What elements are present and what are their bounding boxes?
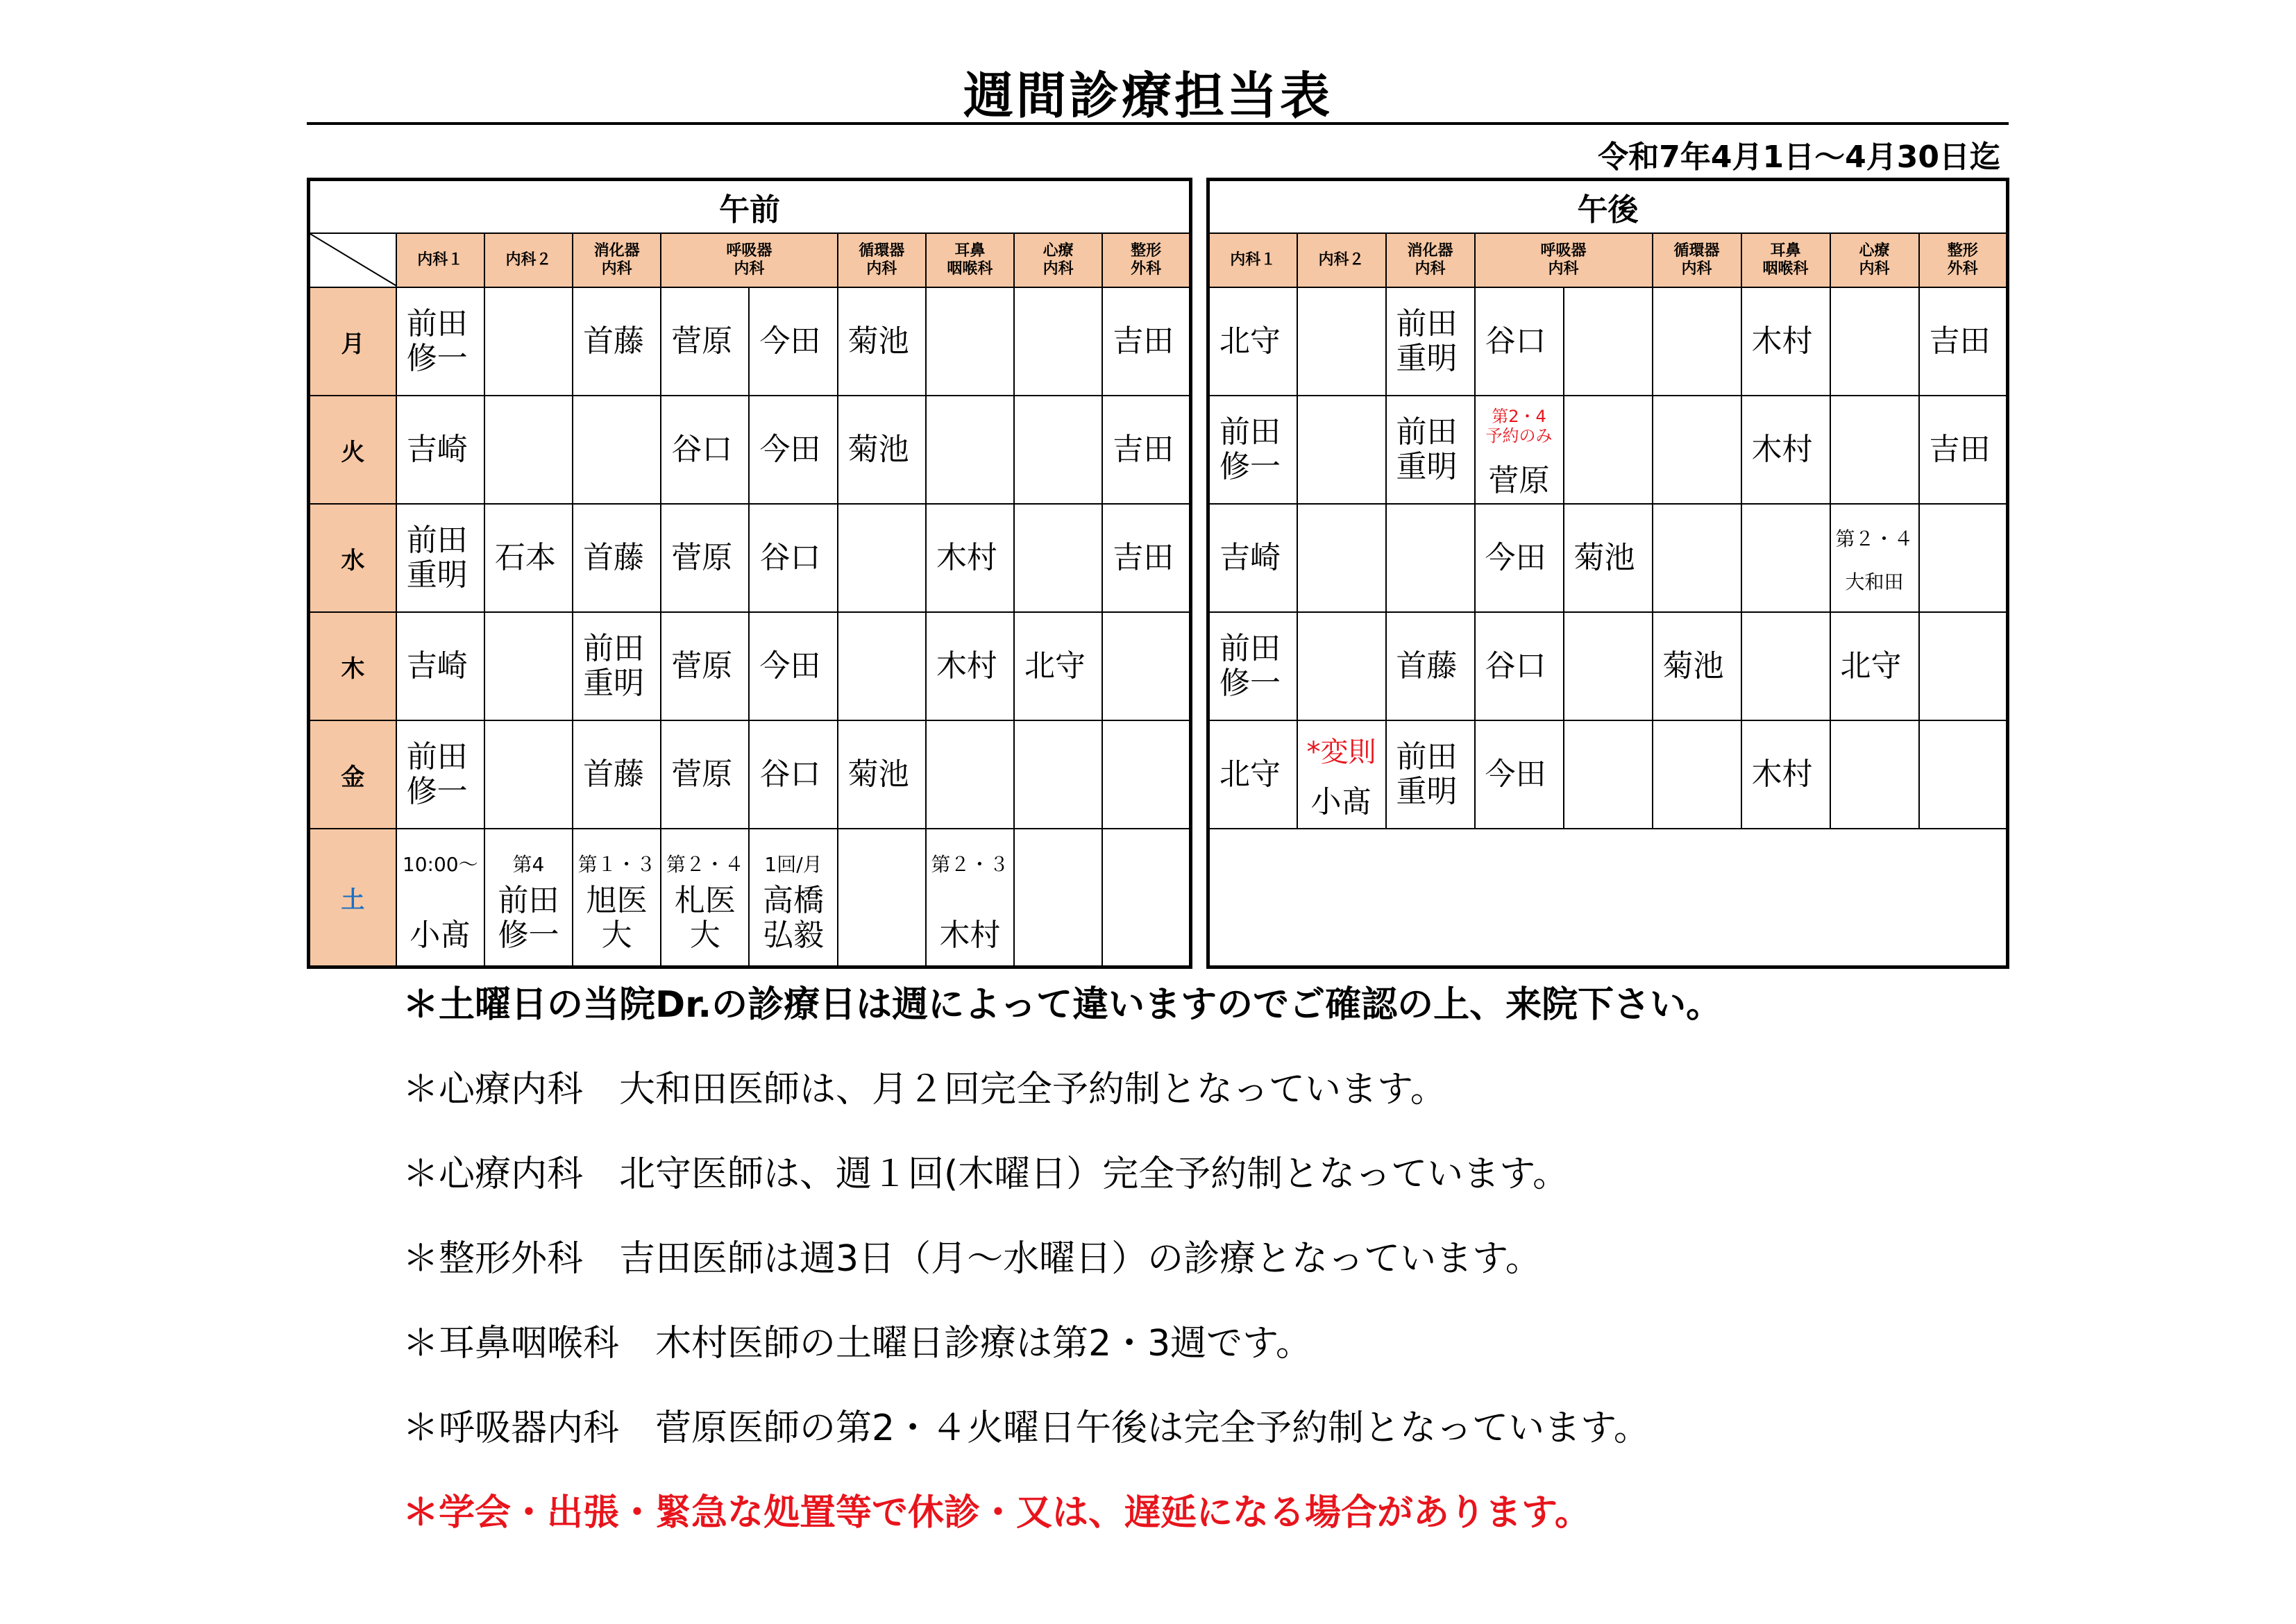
saturday-note: 10:00～ bbox=[402, 853, 478, 876]
schedule-cell: 前田 修一 bbox=[396, 720, 484, 829]
schedule-cell bbox=[838, 504, 926, 612]
schedule-cell bbox=[926, 287, 1014, 396]
schedule-cell: 木村 bbox=[1741, 396, 1830, 504]
day-label: 月 bbox=[309, 287, 396, 396]
saturday-cell bbox=[1102, 829, 1190, 967]
schedule-cell bbox=[1297, 396, 1386, 504]
schedule-cell: 吉田 bbox=[1102, 504, 1190, 612]
schedule-cell: 谷口 bbox=[749, 720, 837, 829]
schedule-cell: 首藤 bbox=[573, 287, 661, 396]
schedule-cell bbox=[1564, 287, 1653, 396]
dept-orthopedic: 整形 外科 bbox=[1102, 233, 1190, 287]
schedule-row bbox=[309, 396, 1191, 504]
schedule-cell: 谷口 bbox=[1475, 612, 1564, 720]
dept-respiratory: 呼吸器 内科 bbox=[1475, 233, 1653, 287]
dept-cardio: 循環器 内科 bbox=[1653, 233, 1741, 287]
schedule-cell: 吉崎 bbox=[396, 612, 484, 720]
special-stack bbox=[1476, 401, 1563, 498]
saturday-stack bbox=[1015, 842, 1101, 953]
schedule-row bbox=[1208, 504, 2008, 612]
schedule-cell: 菊池 bbox=[1653, 612, 1741, 720]
dept-orthopedic: 整形 外科 bbox=[1919, 233, 2008, 287]
schedule-cell: 菊池 bbox=[838, 287, 926, 396]
schedule-cell: 木村 bbox=[926, 504, 1014, 612]
saturday-cell bbox=[396, 829, 484, 967]
saturday-cell bbox=[484, 829, 573, 967]
schedule-cell bbox=[1102, 720, 1190, 829]
saturday-cell bbox=[661, 829, 749, 967]
saturday-cell bbox=[1014, 829, 1102, 967]
title-underline bbox=[307, 122, 2009, 125]
schedule-cell: 菅原 bbox=[661, 287, 749, 396]
schedule-cell: 吉崎 bbox=[1208, 504, 1297, 612]
schedule-cell bbox=[573, 396, 661, 504]
schedule-cell: 今田 bbox=[1475, 720, 1564, 829]
schedule-row bbox=[309, 504, 1191, 612]
saturday-stack bbox=[485, 842, 572, 953]
afternoon-header: 午後 bbox=[1208, 180, 2008, 234]
saturday-note: 第２・３ bbox=[931, 853, 1009, 876]
schedule-cell bbox=[1014, 720, 1102, 829]
doctor-name: 大和田 bbox=[1845, 570, 1904, 593]
schedule-cell bbox=[1102, 612, 1190, 720]
schedule-cell bbox=[1830, 396, 1919, 504]
schedule-cell: 今田 bbox=[749, 612, 837, 720]
dept-ent: 耳鼻 咽喉科 bbox=[1741, 233, 1830, 287]
doctor-name: 菅原 bbox=[1488, 463, 1550, 498]
saturday-note: 第１・３ bbox=[577, 853, 656, 876]
doctor-name: 小髙 bbox=[1310, 784, 1372, 820]
saturday-stack bbox=[1103, 842, 1189, 953]
schedule-cell bbox=[1297, 287, 1386, 396]
schedule-cell bbox=[1564, 720, 1653, 829]
schedule-cell: 首藤 bbox=[573, 720, 661, 829]
schedule-cell bbox=[484, 612, 573, 720]
morning-schedule-table bbox=[307, 178, 1192, 969]
valid-period: 令和7年4月1日～4月30日迄 bbox=[1598, 139, 2000, 175]
note-line: ＊土曜日の当院Dr.の診療日は週によって違いますのでご確認の上、来院下さい。 bbox=[403, 984, 1723, 1026]
schedule-cell bbox=[1919, 504, 2008, 612]
saturday-cell bbox=[926, 829, 1014, 967]
saturday-name: 木村 bbox=[939, 917, 1001, 953]
irregular-note: *変則 bbox=[1306, 736, 1376, 768]
special-stack bbox=[1298, 729, 1385, 820]
saturday-stack bbox=[661, 842, 748, 953]
schedule-cell bbox=[1653, 287, 1741, 396]
schedule-cell bbox=[1297, 504, 1386, 612]
note-line: ＊耳鼻咽喉科 木村医師の土曜日診療は第2・3週です。 bbox=[403, 1323, 1312, 1364]
schedule-cell bbox=[926, 720, 1014, 829]
schedule-cell: 吉田 bbox=[1919, 396, 2008, 504]
schedule-row bbox=[1208, 612, 2008, 720]
schedule-cell: 前田 重明 bbox=[1386, 287, 1475, 396]
saturday-cell bbox=[749, 829, 837, 967]
schedule-cell: 前田 重明 bbox=[396, 504, 484, 612]
saturday-name: 前田 修一 bbox=[498, 883, 559, 953]
schedule-cell: 菊池 bbox=[838, 720, 926, 829]
schedule-cell: 北守 bbox=[1014, 612, 1102, 720]
saturday-note: 1回/月 bbox=[764, 853, 822, 876]
schedule-row bbox=[309, 720, 1191, 829]
saturday-afternoon-empty bbox=[1208, 829, 2008, 967]
schedule-cell bbox=[926, 396, 1014, 504]
schedule-cell: 菊池 bbox=[838, 396, 926, 504]
schedule-cell bbox=[1564, 396, 1653, 504]
schedule-cell: 木村 bbox=[1741, 287, 1830, 396]
day-label-saturday: 土 bbox=[309, 829, 396, 967]
note-line: ＊呼吸器内科 菅原医師の第2・４火曜日午後は完全予約制となっています。 bbox=[403, 1407, 1650, 1449]
schedule-cell bbox=[1919, 720, 2008, 829]
schedule-row bbox=[309, 287, 1191, 396]
saturday-cell bbox=[838, 829, 926, 967]
schedule-cell: 北守 bbox=[1208, 720, 1297, 829]
afternoon-schedule-table bbox=[1206, 178, 2009, 969]
schedule-cell bbox=[1014, 287, 1102, 396]
schedule-cell bbox=[1741, 612, 1830, 720]
schedule-cell: 前田 重明 bbox=[1386, 396, 1475, 504]
frequency-note: 第２・４ bbox=[1835, 527, 1914, 550]
schedule-cell bbox=[1564, 612, 1653, 720]
day-label: 金 bbox=[309, 720, 396, 829]
schedule-cell-special bbox=[1475, 396, 1564, 504]
schedule-cell: 今田 bbox=[749, 287, 837, 396]
dept-internal-1: 内科１ bbox=[1208, 233, 1297, 287]
schedule-cell: 前田 修一 bbox=[396, 287, 484, 396]
saturday-stack bbox=[838, 842, 925, 953]
dept-gastro: 消化器 内科 bbox=[573, 233, 661, 287]
schedule-cell: 吉田 bbox=[1102, 287, 1190, 396]
saturday-name: 旭医大 bbox=[586, 883, 648, 953]
note-line: ＊学会・出張・緊急な処置等で休診・又は、遅延になる場合があります。 bbox=[403, 1492, 1591, 1534]
schedule-cell: 前田 修一 bbox=[1208, 396, 1297, 504]
diagonal-line-icon bbox=[310, 234, 396, 287]
schedule-cell bbox=[1014, 396, 1102, 504]
day-label: 木 bbox=[309, 612, 396, 720]
dept-respiratory: 呼吸器 内科 bbox=[661, 233, 837, 287]
schedule-cell bbox=[1297, 612, 1386, 720]
schedule-cell: 谷口 bbox=[749, 504, 837, 612]
saturday-name: 小髙 bbox=[410, 917, 471, 953]
saturday-note: 第4 bbox=[512, 853, 545, 876]
corner-cell bbox=[309, 233, 396, 287]
schedule-cell bbox=[1830, 287, 1919, 396]
schedule-cell bbox=[484, 720, 573, 829]
schedule-cell: 首藤 bbox=[573, 504, 661, 612]
saturday-note: 第２・４ bbox=[666, 853, 744, 876]
note-line: ＊整形外科 吉田医師は週3日（月～水曜日）の診療となっています。 bbox=[403, 1238, 1542, 1280]
schedule-row bbox=[1208, 287, 2008, 396]
schedule-cell: 菅原 bbox=[661, 720, 749, 829]
schedule-cell: 木村 bbox=[1741, 720, 1830, 829]
schedule-cell: 前田 修一 bbox=[1208, 612, 1297, 720]
schedule-cell bbox=[484, 287, 573, 396]
schedule-cell: 木村 bbox=[926, 612, 1014, 720]
dept-ent: 耳鼻 咽喉科 bbox=[926, 233, 1014, 287]
saturday-name: 札医大 bbox=[674, 883, 736, 953]
schedule-cell: 北守 bbox=[1830, 612, 1919, 720]
morning-header: 午前 bbox=[309, 180, 1191, 234]
saturday-stack bbox=[927, 842, 1013, 953]
schedule-cell: 首藤 bbox=[1386, 612, 1475, 720]
day-label: 火 bbox=[309, 396, 396, 504]
schedule-cell: 吉田 bbox=[1102, 396, 1190, 504]
dept-internal-1: 内科１ bbox=[396, 233, 484, 287]
schedule-cell: 今田 bbox=[1475, 504, 1564, 612]
schedule-cell bbox=[1653, 720, 1741, 829]
schedule-cell bbox=[1919, 612, 2008, 720]
special-stack bbox=[1831, 516, 1918, 600]
schedule-cell: 石本 bbox=[484, 504, 573, 612]
schedule-cell bbox=[1014, 504, 1102, 612]
saturday-stack bbox=[573, 842, 660, 953]
schedule-cell-special bbox=[1297, 720, 1386, 829]
note-line: ＊心療内科 大和田医師は、月２回完全予約制となっています。 bbox=[403, 1069, 1446, 1110]
schedule-cell: 菅原 bbox=[661, 504, 749, 612]
schedule-cell bbox=[1741, 504, 1830, 612]
day-label: 水 bbox=[309, 504, 396, 612]
schedule-row bbox=[1208, 720, 2008, 829]
schedule-cell: 前田 重明 bbox=[573, 612, 661, 720]
schedule-cell: 谷口 bbox=[661, 396, 749, 504]
dept-cardio: 循環器 内科 bbox=[838, 233, 926, 287]
schedule-cell: 菊池 bbox=[1564, 504, 1653, 612]
schedule-cell: 菅原 bbox=[661, 612, 749, 720]
schedule-row bbox=[309, 612, 1191, 720]
page-title: 週間診療担当表 bbox=[963, 67, 1333, 125]
saturday-cell bbox=[573, 829, 661, 967]
schedule-cell: 谷口 bbox=[1475, 287, 1564, 396]
schedule-cell bbox=[484, 396, 573, 504]
dept-psychosomatic: 心療 内科 bbox=[1830, 233, 1919, 287]
appointment-note: 第2・4 予約のみ bbox=[1485, 407, 1553, 446]
dept-internal-2: 内科２ bbox=[1297, 233, 1386, 287]
schedule-cell: 吉田 bbox=[1919, 287, 2008, 396]
schedule-cell bbox=[838, 612, 926, 720]
saturday-name: 高橋 弘毅 bbox=[763, 883, 825, 953]
schedule-cell bbox=[1386, 504, 1475, 612]
schedule-cell bbox=[1830, 720, 1919, 829]
saturday-stack bbox=[750, 842, 836, 953]
schedule-cell bbox=[1653, 396, 1741, 504]
dept-psychosomatic: 心療 内科 bbox=[1014, 233, 1102, 287]
schedule-cell: 吉崎 bbox=[396, 396, 484, 504]
saturday-stack bbox=[397, 842, 484, 953]
dept-gastro: 消化器 内科 bbox=[1386, 233, 1475, 287]
dept-internal-2: 内科２ bbox=[484, 233, 573, 287]
notes-list bbox=[403, 984, 1722, 1577]
schedule-row bbox=[1208, 396, 2008, 504]
schedule-cell: 北守 bbox=[1208, 287, 1297, 396]
schedule-cell bbox=[1653, 504, 1741, 612]
schedule-cell-special bbox=[1830, 504, 1919, 612]
schedule-cell: 前田 重明 bbox=[1386, 720, 1475, 829]
schedule-cell: 今田 bbox=[749, 396, 837, 504]
note-line: ＊心療内科 北守医師は、週１回(木曜日）完全予約制となっています。 bbox=[403, 1153, 1569, 1195]
